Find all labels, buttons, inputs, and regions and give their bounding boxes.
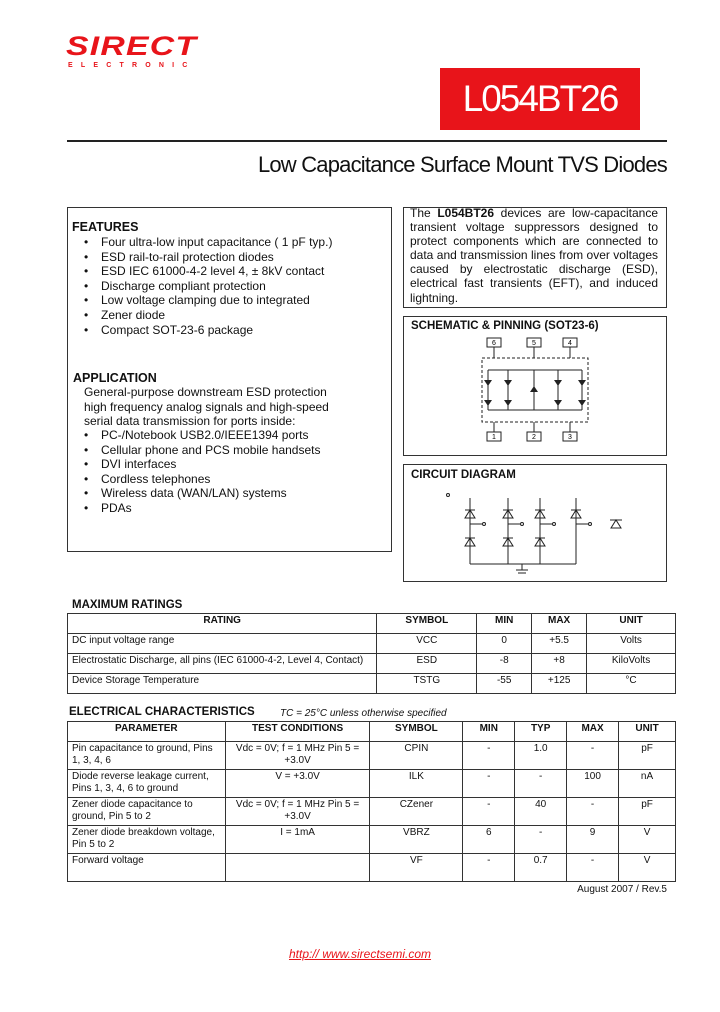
website-link[interactable]: http:// www.sirectsemi.com: [288, 947, 432, 961]
electrical-table: [67, 721, 676, 882]
page-title: Low Capacitance Surface Mount TVS Diodes: [257, 152, 667, 177]
list-item: • Zener diode: [78, 308, 378, 323]
max-ratings-heading: MAXIMUM RATINGS: [72, 599, 183, 611]
table-cell: °C: [587, 674, 676, 694]
table-row: [68, 742, 676, 770]
application-intro: General-purpose downstream ESD protection high frequency analog signals and high-speed serial data transmission for ports inside:: [84, 385, 329, 429]
part-number-banner: [440, 68, 640, 130]
description-lead: The: [410, 206, 431, 220]
table-cell: Volts: [587, 634, 676, 654]
table-row: [68, 770, 676, 798]
table-cell: -: [463, 742, 515, 770]
table-row: [68, 634, 676, 654]
table-cell: -: [463, 854, 515, 882]
table-cell: Device Storage Temperature: [68, 674, 377, 694]
table-cell: 9: [567, 826, 619, 854]
pin-4-label: 4: [568, 340, 572, 347]
table-cell: CPIN: [370, 742, 463, 770]
list-item: • PDAs: [78, 501, 378, 516]
table-cell: 6: [463, 826, 515, 854]
company-logo: [66, 33, 216, 73]
pin-5-label: 5: [532, 340, 536, 347]
column-header: TEST CONDITIONS: [225, 722, 370, 742]
table-cell: 100: [567, 770, 619, 798]
list-item: • Four ultra-low input capacitance ( 1 pF typ.): [78, 235, 378, 250]
list-item: • Wireless data (WAN/LAN) systems: [78, 486, 378, 501]
revision-date: August 2007 / Rev.5: [577, 884, 667, 895]
table-cell: +125: [532, 674, 587, 694]
table-cell: Forward voltage: [68, 854, 226, 882]
table-cell: CZener: [370, 798, 463, 826]
table-cell: ILK: [370, 770, 463, 798]
table-cell: 40: [515, 798, 567, 826]
application-heading: APPLICATION: [73, 371, 157, 385]
table-cell: DC input voltage range: [68, 634, 377, 654]
column-header: MAX: [567, 722, 619, 742]
table-cell: 0: [477, 634, 532, 654]
column-header: SYMBOL: [370, 722, 463, 742]
table-row: [68, 674, 676, 694]
column-header: UNIT: [619, 722, 676, 742]
part-number: L054BT26: [462, 78, 618, 119]
column-header: RATING: [68, 614, 377, 634]
table-header-row: [68, 614, 676, 634]
table-cell: -: [567, 854, 619, 882]
list-item: • Cordless telephones: [78, 472, 378, 487]
pin-2-label: 2: [532, 434, 536, 441]
features-list: [78, 235, 378, 337]
column-header: TYP: [515, 722, 567, 742]
features-heading: FEATURES: [72, 220, 139, 234]
table-cell: nA: [619, 770, 676, 798]
table-cell: TSTG: [377, 674, 477, 694]
circuit-diagram: [440, 490, 630, 578]
table-cell: VBRZ: [370, 826, 463, 854]
table-cell: 0.7: [515, 854, 567, 882]
table-cell: Electrostatic Discharge, all pins (IEC 61000-4-2, Level 4, Contact): [68, 654, 377, 674]
table-cell: -: [567, 798, 619, 826]
table-cell: ESD: [377, 654, 477, 674]
list-item: • DVI interfaces: [78, 457, 378, 472]
table-cell: VCC: [377, 634, 477, 654]
list-item: • Compact SOT-23-6 package: [78, 323, 378, 338]
header-divider: [67, 140, 667, 142]
column-header: MIN: [477, 614, 532, 634]
table-cell: Vdc = 0V; f = 1 MHz Pin 5 = +3.0V: [225, 798, 370, 826]
table-header-row: [68, 722, 676, 742]
pin-1-label: 1: [492, 434, 496, 441]
table-cell: -: [463, 798, 515, 826]
table-cell: Vdc = 0V; f = 1 MHz Pin 5 = +3.0V: [225, 742, 370, 770]
table-cell: KiloVolts: [587, 654, 676, 674]
table-cell: VF: [370, 854, 463, 882]
application-list: [78, 428, 378, 516]
table-cell: Zener diode breakdown voltage, Pin 5 to 2: [68, 826, 226, 854]
pin-6-label: 6: [492, 340, 496, 347]
table-cell: V: [619, 826, 676, 854]
column-header: PARAMETER: [68, 722, 226, 742]
pin-3-label: 3: [568, 434, 572, 441]
table-cell: [225, 854, 370, 882]
table-cell: -8: [477, 654, 532, 674]
table-cell: -: [567, 742, 619, 770]
circuit-heading: CIRCUIT DIAGRAM: [411, 469, 516, 481]
table-cell: -: [515, 770, 567, 798]
schematic-diagram: [476, 336, 596, 446]
description-body: devices are low-capacitance transient voltage suppressors designed to protect components which are connected to data and transmission lines from over voltages caused by electrostatic discharge (ESD), electrical fast transients (EFT), and induced lightning.: [410, 206, 659, 305]
table-row: [68, 654, 676, 674]
table-cell: pF: [619, 798, 676, 826]
list-item: • ESD rail-to-rail protection diodes: [78, 250, 378, 265]
table-cell: -: [463, 770, 515, 798]
schematic-heading: SCHEMATIC & PINNING (SOT23-6): [411, 320, 599, 332]
table-cell: Zener diode capacitance to ground, Pin 5 to 2: [68, 798, 226, 826]
table-cell: Diode reverse leakage current, Pins 1, 3, 4, 6 to ground: [68, 770, 226, 798]
table-cell: +8: [532, 654, 587, 674]
table-cell: -: [515, 826, 567, 854]
table-row: [68, 798, 676, 826]
column-header: MAX: [532, 614, 587, 634]
table-cell: +5.5: [532, 634, 587, 654]
table-cell: V = +3.0V: [225, 770, 370, 798]
table-cell: V: [619, 854, 676, 882]
list-item: • Cellular phone and PCS mobile handsets: [78, 443, 378, 458]
table-cell: pF: [619, 742, 676, 770]
max-ratings-table: [67, 613, 676, 694]
list-item: • PC-/Notebook USB2.0/IEEE1394 ports: [78, 428, 378, 443]
description-part: L054BT26: [437, 206, 495, 220]
table-cell: Pin capacitance to ground, Pins 1, 3, 4, 6: [68, 742, 226, 770]
table-cell: 1.0: [515, 742, 567, 770]
description-text: [410, 206, 658, 305]
column-header: SYMBOL: [377, 614, 477, 634]
column-header: MIN: [463, 722, 515, 742]
list-item: • Discharge compliant protection: [78, 279, 378, 294]
list-item: • ESD IEC 61000-4-2 level 4, ± 8kV contact: [78, 264, 378, 279]
logo-subtext: ELECTRONIC: [68, 62, 196, 69]
condition-note: TC = 25°C unless otherwise specified: [280, 708, 447, 719]
table-row: [68, 854, 676, 882]
electrical-heading: ELECTRICAL CHARACTERISTICS: [69, 706, 255, 718]
list-item: • Low voltage clamping due to integrated: [78, 293, 378, 308]
column-header: UNIT: [587, 614, 676, 634]
table-cell: I = 1mA: [225, 826, 370, 854]
table-row: [68, 826, 676, 854]
logo-wordmark: SIRECT: [66, 31, 198, 61]
table-cell: -55: [477, 674, 532, 694]
